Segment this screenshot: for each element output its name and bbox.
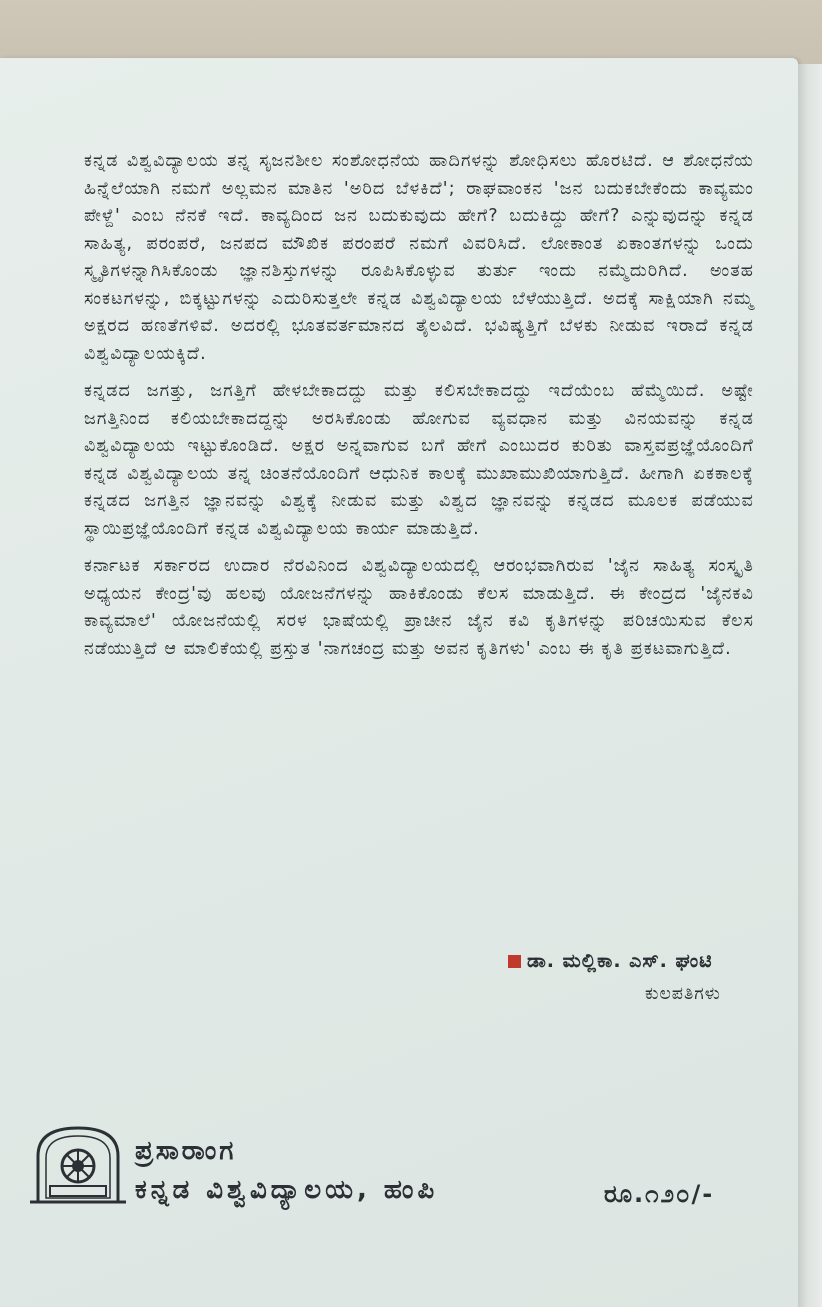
blurb-paragraph-2: ಕನ್ನಡದ ಜಗತ್ತು, ಜಗತ್ತಿಗೆ ಹೇಳಬೇಕಾದದ್ದು ಮತ್ತು ಕಲಿಸಬೇಕಾದದ್ದು ಇದೆಯೆಂಬ ಹೆಮ್ಮೆಯಿದೆ. ಅಷ್ಟೇ ಜಗತ್ತಿನಿಂದ ಕಲಿಯಬೇಕಾದದ್ದನ್ನು ಅರಸಿಕೊಂಡು ಹೋಗುವ ವ್ಯವಧಾನ ಮತ್ತು ವಿನಯವನ್ನು ಕನ್ನಡ ವಿಶ್ವವಿದ್ಯಾಲಯ ಇಟ್ಟುಕೊಂಡಿದೆ. ಅಕ್ಷರ ಅನ್ನವಾಗುವ ಬಗೆ ಹೇಗೆ ಎಂಬುದರ ಕುರಿತು ವಾಸ್ತವಪ್ರಜ್ಞೆಯೊಂದಿಗೆ ಕನ್ನಡ ವಿಶ್ವವಿದ್ಯಾಲಯ ತನ್ನ ಚಿಂತನೆಯೊಂದಿಗೆ ಆಧುನಿಕ ಕಾಲಕ್ಕೆ ಮುಖಾಮುಖಿಯಾಗುತ್ತಿದೆ. ಹೀಗಾಗಿ ಏಕಕಾಲಕ್ಕೆ ಕನ್ನಡದ ಜಗತ್ತಿನ ಜ್ಞಾನವನ್ನು ವಿಶ್ವಕ್ಕೆ ನೀಡುವ ಮತ್ತು ವಿಶ್ವದ ಜ್ಞಾನವನ್ನು ಕನ್ನಡದ ಮೂಲಕ ಪಡೆಯುವ ಸ್ಥಾಯಿಪ್ರಜ್ಞೆಯೊಂದಿಗೆ ಕನ್ನಡ ವಿಶ್ವವಿದ್ಯಾಲಯ ಕಾರ್ಯ ಮಾಡುತ್ತಿದೆ.	[84, 381, 754, 539]
signatory-name: ಡಾ. ಮಲ್ಲಿಕಾ. ಎಸ್. ಘಂಟಿ	[527, 950, 713, 972]
book-spine-edge	[798, 64, 822, 1307]
price-label: ರೂ.೧೨೦/-	[604, 1180, 715, 1208]
blurb-text	[84, 148, 754, 673]
university-emblem-icon	[28, 1122, 128, 1206]
blurb-paragraph-1: ಕನ್ನಡ ವಿಶ್ವವಿದ್ಯಾಲಯ ತನ್ನ ಸೃಜನಶೀಲ ಸಂಶೋಧನೆಯ ಹಾದಿಗಳನ್ನು ಶೋಧಿಸಲು ಹೊರಟಿದೆ. ಆ ಶೋಧನೆಯ ಹಿನ್ನೆಲೆಯಾಗಿ ನಮಗೆ ಅಲ್ಲಮನ ಮಾತಿನ 'ಅರಿದ ಬೆಳಕಿದೆ'; ರಾಘವಾಂಕನ 'ಜನ ಬದುಕಬೇಕೆಂದು ಕಾವ್ಯಮಂ ಪೇಳ್ದೆ' ಎಂಬ ನೆನಕೆ ಇದೆ. ಕಾವ್ಯದಿಂದ ಜನ ಬದುಕುವುದು ಹೇಗೆ? ಬದುಕಿದ್ದು ಹೇಗೆ? ಎನ್ನುವುದನ್ನು ಕನ್ನಡ ಸಾಹಿತ್ಯ, ಪರಂಪರೆ, ಜನಪದ ಮೌಖಿಕ ಪರಂಪರೆ ನಮಗೆ ವಿವರಿಸಿದೆ. ಲೋಕಾಂತ ಏಕಾಂತಗಳನ್ನು ಒಂದು ಸ್ಮೃತಿಗಳನ್ನಾಗಿಸಿಕೊಂಡು ಜ್ಞಾನಶಿಸ್ತುಗಳನ್ನು ರೂಪಿಸಿಕೊಳ್ಳುವ ತುರ್ತು ಇಂದು ನಮ್ಮೆದುರಿಗಿದೆ. ಅಂತಹ ಸಂಕಟಗಳನ್ನು, ಬಿಕ್ಕಟ್ಟುಗಳನ್ನು ಎದುರಿಸುತ್ತಲೇ ಕನ್ನಡ ವಿಶ್ವವಿದ್ಯಾಲಯ ಬೆಳೆಯುತ್ತಿದೆ. ಅದಕ್ಕೆ ಸಾಕ್ಷಿಯಾಗಿ ನಮ್ಮ ಅಕ್ಷರದ ಹಣತೆಗಳಿವೆ. ಅದರಲ್ಲಿ ಭೂತವರ್ತಮಾನದ ತೈಲವಿದೆ. ಭವಿಷ್ಯತ್ತಿಗೆ ಬೆಳಕು ನೀಡುವ ಇರಾದೆ ಕನ್ನಡ ವಿಶ್ವವಿದ್ಯಾಲಯಕ್ಕಿದೆ.	[84, 151, 754, 364]
red-square-marker-icon	[508, 955, 521, 968]
signature-block	[508, 950, 758, 1004]
publisher-block	[135, 1136, 438, 1206]
blurb-paragraph-3: ಕರ್ನಾಟಕ ಸರ್ಕಾರದ ಉದಾರ ನೆರವಿನಿಂದ ವಿಶ್ವವಿದ್ಯಾಲಯದಲ್ಲಿ ಆರಂಭವಾಗಿರುವ 'ಜೈನ ಸಾಹಿತ್ಯ ಸಂಸ್ಕೃತಿ ಅಧ್ಯಯನ ಕೇಂದ್ರ'ವು ಹಲವು ಯೋಜನೆಗಳನ್ನು ಹಾಕಿಕೊಂಡು ಕೆಲಸ ಮಾಡುತ್ತಿದೆ. ಈ ಕೇಂದ್ರದ 'ಜೈನಕವಿ ಕಾವ್ಯಮಾಲೆ' ಯೋಜನೆಯಲ್ಲಿ ಸರಳ ಭಾಷೆಯಲ್ಲಿ ಪ್ರಾಚೀನ ಜೈನ ಕವಿ ಕೃತಿಗಳನ್ನು ಪರಿಚಯಿಸುವ ಕೆಲಸ ನಡೆಯುತ್ತಿದೆ ಆ ಮಾಲಿಕೆಯಲ್ಲಿ ಪ್ರಸ್ತುತ 'ನಾಗಚಂದ್ರ ಮತ್ತು ಅವನ ಕೃತಿಗಳು' ಎಂಬ ಈ ಕೃತಿ ಪ್ರಕಟವಾಗುತ್ತಿದೆ.	[84, 556, 754, 659]
publisher-name: ಪ್ರಸಾರಾಂಗ	[135, 1136, 237, 1166]
signatory-title: ಕುಲಪತಿಗಳು	[645, 984, 721, 1004]
signatory-name-row	[508, 950, 758, 972]
background-strip	[0, 0, 822, 64]
university-name: ಕನ್ನಡ ವಿಶ್ವವಿದ್ಯಾಲಯ, ಹಂಪಿ	[135, 1175, 439, 1205]
